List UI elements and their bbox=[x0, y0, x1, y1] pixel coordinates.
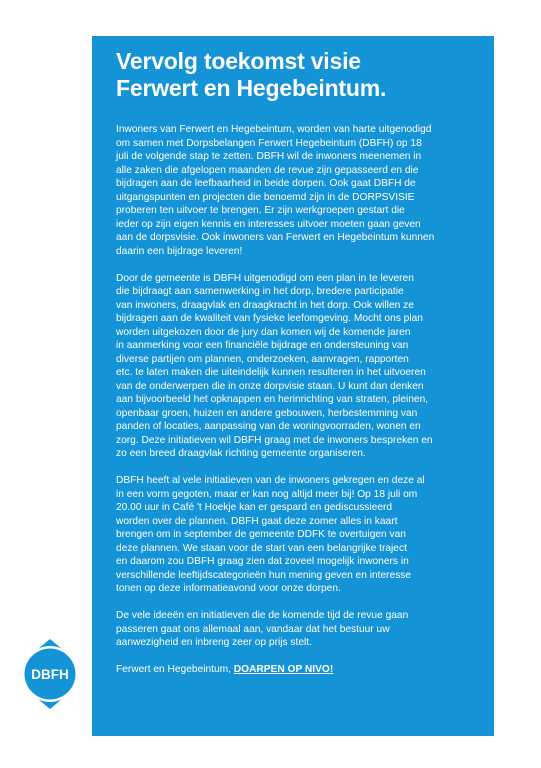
text-line: openbaar groen, huizen en andere gebouwen, herbestemming van bbox=[116, 407, 418, 419]
text-line: bijdragen aan de kwaliteit van fysieke leefomgeving. Mocht ons plan bbox=[116, 313, 423, 324]
text-line: brengen om in september de gemeente DDFK te overtuigen van bbox=[116, 529, 406, 540]
article-body bbox=[116, 123, 480, 677]
text-line: aan bijvoorbeeld het opknappen en herinrichting van straten, pleinen, bbox=[116, 394, 429, 405]
signature-text: Ferwert en Hegebeintum, bbox=[116, 664, 234, 675]
text-line: van inwoners, draagvlak en draagkracht in het dorp. Ook willen ze bbox=[116, 299, 414, 311]
text-line: zo een breed draagvlak richting gemeente organiseren. bbox=[116, 448, 366, 459]
text-line: uitgangspunten en projecten die benoemd zijn in de DORPSVISIE bbox=[116, 191, 415, 203]
text-line: aanwezigheid en inbreng zeer op prijs stelt. bbox=[116, 637, 312, 648]
text-line: van de onderwerpen die in onze dorpvisie staan. U kunt dan denken bbox=[116, 380, 424, 392]
text-line: diverse partijen om plannen, onderzoeken, aanvragen, rapporten bbox=[116, 353, 409, 365]
text-line: in aanmerking voor een financiële bijdrage en ondersteuning van bbox=[116, 340, 409, 351]
paragraph-1 bbox=[116, 123, 480, 258]
text-line: zorg. Deze initiatieven wil DBFH graag met de inwoners bespreken en bbox=[116, 434, 433, 446]
text-line: ieder op zijn eigen kennis en interesses uitvoer moeten gaan geven bbox=[116, 218, 421, 230]
text-line: De vele ideeën en initiatieven die de komende tijd de revue gaan bbox=[116, 610, 409, 621]
text-line: verschillende leeftijdscategorieën hun mening geven en interesse bbox=[116, 569, 412, 581]
text-line: alle zaken die afgelopen maanden de revue zijn gepasseerd en die bbox=[116, 164, 419, 176]
text-line: om samen met Dorpsbelangen Ferwert Hegebeintum (DBFH) op 18 bbox=[116, 137, 422, 149]
text-line: DBFH heeft al vele initiatieven van de inwoners gekregen en deze al bbox=[116, 475, 425, 486]
text-line: tonen op deze informatieavond voor onze dorpen. bbox=[116, 583, 341, 594]
title-line-1: Vervolg toekomst visie bbox=[116, 48, 361, 74]
title-line-2: Ferwert en Hegebeintum. bbox=[116, 75, 387, 101]
text-line: in een vorm gegoten, maar er kan nog altijd meer bij! Op 18 juli om bbox=[116, 488, 418, 500]
text-line: worden uitgekozen door de jury dan komen wij de komende jaren bbox=[116, 326, 411, 338]
paragraph-4 bbox=[116, 609, 480, 650]
text-line: en daarom zou DBFH graag zien dat zoveel mogelijk inwoners in bbox=[116, 556, 409, 567]
paragraph-3 bbox=[116, 474, 480, 596]
slogan-text: DOARPEN OP NIVO! bbox=[233, 664, 334, 675]
text-line: 20.00 uur in Café 't Hoekje kan er gespard en gediscussieerd bbox=[116, 502, 393, 513]
text-line: proberen ten uitvoer te brengen. Er zijn werkgroepen gestart die bbox=[116, 205, 405, 216]
text-line: daarin een bijdrage leveren! bbox=[116, 245, 243, 257]
text-line: aan de dorpsvisie. Ook inwoners van Ferwert en Hegebeintum kunnen bbox=[116, 232, 435, 243]
paragraph-2 bbox=[116, 272, 480, 461]
text-line: bijdragen aan de leefbaarheid in beide dorpen. Ook gaat DBFH de bbox=[116, 178, 416, 189]
text-line: Door de gemeente is DBFH uitgenodigd om een plan in te leveren bbox=[116, 272, 414, 284]
text-line: etc. te laten maken die uiteindelijk kunnen resulteren in het uitvoeren bbox=[116, 367, 426, 378]
article-title bbox=[116, 48, 486, 102]
dbfh-logo bbox=[19, 638, 81, 710]
text-line: juli de volgende stap te zetten. DBFH wil de inwoners meenemen in bbox=[116, 151, 422, 162]
text-line: worden over de plannen. DBFH gaat deze zomer alles in kaart bbox=[116, 515, 398, 527]
text-line: Inwoners van Ferwert en Hegebeintum, worden van harte uitgenodigd bbox=[116, 124, 432, 135]
text-line: passeren gaat ons allemaal aan, vandaar dat het bestuur uw bbox=[116, 623, 390, 635]
signature-line bbox=[116, 663, 480, 677]
text-line: die bijdraagt aan samenwerking in het dorp, bredere participatie bbox=[116, 286, 404, 297]
logo-text: DBFH bbox=[31, 667, 69, 682]
text-line: deze plannen. We staan voor de start van een belangrijke traject bbox=[116, 542, 407, 554]
text-line: panden of locaties, aanpassing van de woningvoorraden, wonen en bbox=[116, 421, 421, 432]
article-panel bbox=[92, 36, 494, 736]
